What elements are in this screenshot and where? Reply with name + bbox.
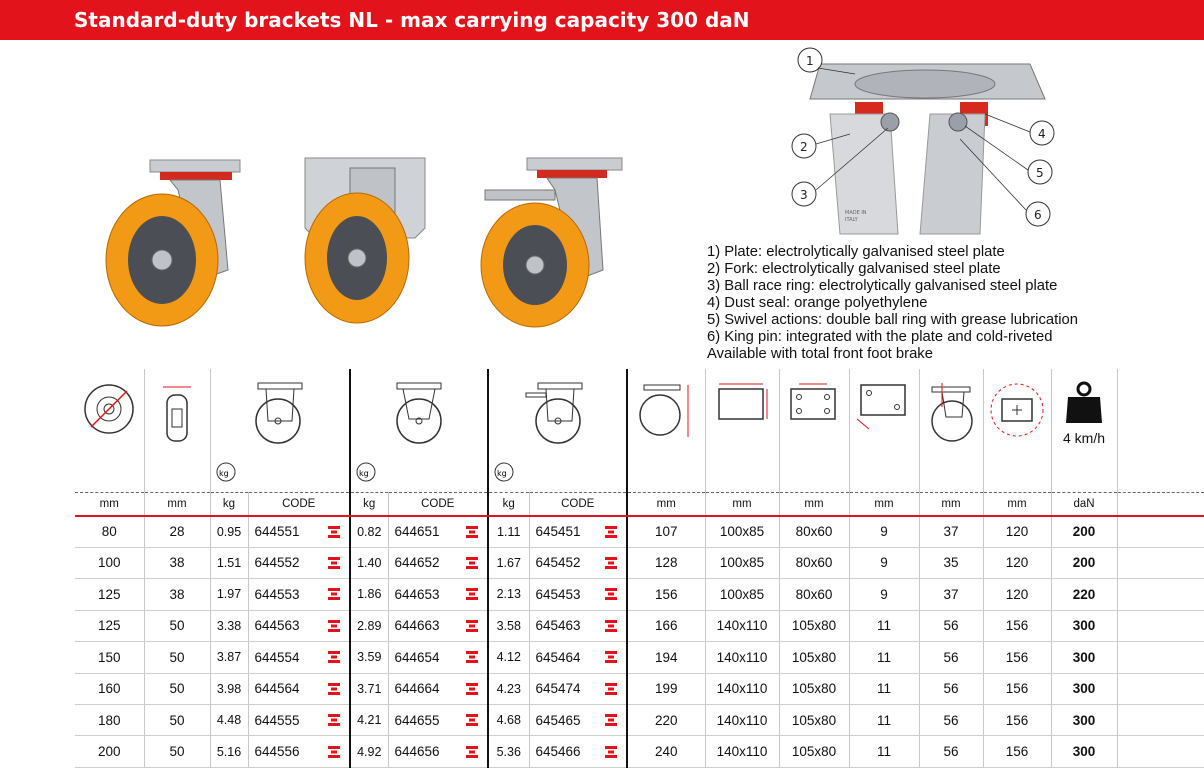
- weight-swivel-cell: 0.95: [210, 516, 248, 547]
- product-code: 644551: [254, 524, 300, 540]
- feature-list: [707, 244, 1187, 363]
- swivel-radius-cell: 120: [983, 579, 1051, 610]
- unit-height: mm: [627, 493, 705, 516]
- wheel-diameter-cell: 200: [75, 736, 144, 768]
- callout-4: 4: [1038, 127, 1046, 141]
- weight-brake-cell: 1.67: [488, 547, 529, 578]
- brake-symbol-icon: [327, 587, 341, 601]
- product-code: 644555: [254, 712, 300, 728]
- unit-kg-brake: kg: [488, 493, 529, 516]
- callout-5: 5: [1036, 166, 1044, 180]
- bolt-diameter-cell: 11: [849, 642, 919, 673]
- empty-header-cell: [1117, 369, 1204, 493]
- weight-swivel-cell: 1.97: [210, 579, 248, 610]
- unit-width: mm: [144, 493, 210, 516]
- unit-bolt: mm: [849, 493, 919, 516]
- fixed-caster-photo: [295, 138, 445, 328]
- code-brake-cell: [529, 610, 627, 641]
- product-code: 645452: [535, 555, 581, 571]
- code-fixed-cell: [388, 673, 488, 704]
- swivel-radius-cell: 120: [983, 516, 1051, 547]
- swivel-radius-cell: 156: [983, 673, 1051, 704]
- code-swivel-cell: [248, 736, 350, 768]
- product-code: 644663: [394, 618, 440, 634]
- overall-height-icon: [627, 369, 705, 493]
- brake-caster-header: [488, 369, 627, 493]
- plate-size-cell: 100x85: [705, 579, 779, 610]
- wheel-width-cell: 50: [144, 673, 210, 704]
- table-row: [75, 610, 1204, 641]
- product-code: 645451: [535, 524, 581, 540]
- product-code: 644655: [394, 712, 440, 728]
- weight-brake-cell: 4.12: [488, 642, 529, 673]
- wheel-width-cell: 50: [144, 705, 210, 736]
- hole-spacing-cell: 80x60: [779, 516, 849, 547]
- weight-brake-cell: 5.36: [488, 736, 529, 768]
- table-row: [75, 642, 1204, 673]
- stamp-line-2: ITALY: [845, 217, 858, 223]
- empty-cell: [1117, 736, 1204, 768]
- wheel-diameter-cell: 100: [75, 547, 144, 578]
- hole-spacing-cell: 105x80: [779, 736, 849, 768]
- hole-spacing-cell: 105x80: [779, 673, 849, 704]
- weight-fixed-cell: 4.21: [350, 705, 388, 736]
- brake-symbol-icon: [465, 682, 479, 696]
- code-swivel-cell: [248, 642, 350, 673]
- table-row: [75, 516, 1204, 547]
- wheel-diameter-cell: 150: [75, 642, 144, 673]
- feature-4: 4) Dust seal: orange polyethylene: [707, 295, 928, 311]
- swivel-offset-cell: 56: [919, 642, 983, 673]
- swivel-radius-cell: 156: [983, 705, 1051, 736]
- weight-fixed-cell: 1.86: [350, 579, 388, 610]
- brake-symbol-icon: [604, 650, 618, 664]
- overall-height-cell: 199: [627, 673, 705, 704]
- weight-fixed-cell: 3.71: [350, 673, 388, 704]
- overall-height-cell: 128: [627, 547, 705, 578]
- bolt-diameter-cell: 11: [849, 610, 919, 641]
- weight-fixed-cell: 3.59: [350, 642, 388, 673]
- table-row: [75, 673, 1204, 704]
- weight-swivel-cell: 5.16: [210, 736, 248, 768]
- bolt-hole-spacing-icon: [779, 369, 849, 493]
- wheel-width-cell: 50: [144, 610, 210, 641]
- code-fixed-cell: [388, 547, 488, 578]
- swivel-offset-cell: 56: [919, 705, 983, 736]
- bolt-diameter-cell: 9: [849, 547, 919, 578]
- bolt-diameter-cell: 9: [849, 579, 919, 610]
- unit-code-swivel: CODE: [248, 493, 350, 516]
- speed-label: 4 km/h: [1062, 430, 1105, 446]
- product-code: 644652: [394, 555, 440, 571]
- load-capacity-cell: 220: [1051, 579, 1117, 610]
- overall-height-cell: 194: [627, 642, 705, 673]
- code-swivel-cell: [248, 516, 350, 547]
- table-row: [75, 705, 1204, 736]
- code-brake-cell: [529, 579, 627, 610]
- swivel-radius-cell: 120: [983, 547, 1051, 578]
- feature-1: 1) Plate: electrolytically galvanised steel plate: [707, 244, 1005, 260]
- wheel-width-icon: [144, 369, 210, 493]
- brake-symbol-icon: [604, 745, 618, 759]
- load-capacity-cell: 300: [1051, 642, 1117, 673]
- plate-size-cell: 140x110: [705, 705, 779, 736]
- code-swivel-cell: [248, 579, 350, 610]
- plate-size-cell: 140x110: [705, 642, 779, 673]
- brake-symbol-icon: [465, 556, 479, 570]
- wheel-width-cell: 50: [144, 642, 210, 673]
- weight-swivel-cell: 3.38: [210, 610, 248, 641]
- feature-2: 2) Fork: electrolytically galvanised steel plate: [707, 261, 1001, 277]
- unit-kg-fixed: kg: [350, 493, 388, 516]
- brake-symbol-icon: [604, 587, 618, 601]
- swivel-offset-icon: [919, 369, 983, 493]
- wheel-diameter-cell: 125: [75, 579, 144, 610]
- callout-6: 6: [1034, 208, 1042, 222]
- empty-cell: [1117, 705, 1204, 736]
- swivel-offset-cell: 35: [919, 547, 983, 578]
- callout-1: 1: [806, 54, 814, 68]
- plate-size-cell: 100x85: [705, 516, 779, 547]
- callout-2: 2: [800, 140, 808, 154]
- plate-size-cell: 140x110: [705, 736, 779, 768]
- bolt-diameter-icon: [849, 369, 919, 493]
- product-code: 645465: [535, 712, 581, 728]
- brake-symbol-icon: [327, 745, 341, 759]
- unit-code-fixed: CODE: [388, 493, 488, 516]
- code-brake-cell: [529, 736, 627, 768]
- load-capacity-cell: 200: [1051, 516, 1117, 547]
- brake-symbol-icon: [327, 682, 341, 696]
- brake-symbol-icon: [465, 745, 479, 759]
- bolt-diameter-cell: 9: [849, 516, 919, 547]
- page-title: Standard-duty brackets NL - max carrying capacity 300 daN: [0, 0, 1204, 40]
- feature-6: 6) King pin: integrated with the plate and cold-riveted: [707, 329, 1053, 345]
- brake-symbol-icon: [327, 650, 341, 664]
- brake-caster-photo: [475, 150, 640, 330]
- bolt-diameter-cell: 11: [849, 673, 919, 704]
- weight-brake-cell: 4.23: [488, 673, 529, 704]
- code-fixed-cell: [388, 579, 488, 610]
- weight-brake-cell: 4.68: [488, 705, 529, 736]
- weight-kg-icon: [355, 460, 377, 482]
- product-code: 644552: [254, 555, 300, 571]
- weight-icon: [1064, 381, 1104, 425]
- table-row: [75, 579, 1204, 610]
- unit-radius: mm: [983, 493, 1051, 516]
- empty-cell: [1117, 642, 1204, 673]
- hole-spacing-cell: 80x60: [779, 547, 849, 578]
- overall-height-cell: 240: [627, 736, 705, 768]
- code-brake-cell: [529, 547, 627, 578]
- bolt-diameter-cell: 11: [849, 705, 919, 736]
- load-capacity-header: [1051, 369, 1117, 493]
- weight-brake-cell: 2.13: [488, 579, 529, 610]
- wheel-width-cell: 38: [144, 579, 210, 610]
- code-fixed-cell: [388, 736, 488, 768]
- hole-spacing-cell: 105x80: [779, 610, 849, 641]
- table-row: [75, 547, 1204, 578]
- product-code: 644554: [254, 649, 300, 665]
- spec-rows: [75, 516, 1204, 768]
- hole-spacing-cell: 105x80: [779, 642, 849, 673]
- wheel-diameter-icon: [75, 369, 144, 493]
- swivel-radius-icon: [983, 369, 1051, 493]
- product-code: 644564: [254, 681, 300, 697]
- load-capacity-cell: 200: [1051, 547, 1117, 578]
- swivel-offset-cell: 56: [919, 673, 983, 704]
- wheel-width-cell: 38: [144, 547, 210, 578]
- feature-3: 3) Ball race ring: electrolytically galvanised steel plate: [707, 278, 1058, 294]
- wheel-diameter-cell: 125: [75, 610, 144, 641]
- unit-holes: mm: [779, 493, 849, 516]
- code-fixed-cell: [388, 642, 488, 673]
- swivel-offset-cell: 56: [919, 736, 983, 768]
- brake-symbol-icon: [604, 682, 618, 696]
- brake-symbol-icon: [327, 556, 341, 570]
- wheel-diameter-cell: 160: [75, 673, 144, 704]
- kg-badge-label: kg: [359, 469, 369, 479]
- product-code: 645464: [535, 649, 581, 665]
- empty-cell: [1117, 547, 1204, 578]
- product-code: 644563: [254, 618, 300, 634]
- code-swivel-cell: [248, 673, 350, 704]
- code-brake-cell: [529, 516, 627, 547]
- swivel-offset-cell: 37: [919, 516, 983, 547]
- code-fixed-cell: [388, 516, 488, 547]
- weight-kg-icon: [493, 460, 515, 482]
- empty-cell: [1117, 673, 1204, 704]
- icon-header-row: [75, 369, 1204, 493]
- unit-code-brake: CODE: [529, 493, 627, 516]
- product-code: 644553: [254, 586, 300, 602]
- spec-table: [75, 369, 1204, 768]
- plate-size-cell: 140x110: [705, 673, 779, 704]
- product-code: 645474: [535, 681, 581, 697]
- wheel-diameter-cell: 80: [75, 516, 144, 547]
- brake-symbol-icon: [327, 619, 341, 633]
- product-code: 645463: [535, 618, 581, 634]
- brake-symbol-icon: [604, 556, 618, 570]
- weight-swivel-cell: 3.98: [210, 673, 248, 704]
- kg-badge-label: kg: [497, 469, 507, 479]
- plate-size-cell: 140x110: [705, 610, 779, 641]
- table-row: [75, 736, 1204, 768]
- plate-size-cell: 100x85: [705, 547, 779, 578]
- code-swivel-cell: [248, 705, 350, 736]
- weight-fixed-cell: 2.89: [350, 610, 388, 641]
- empty-cell: [1117, 579, 1204, 610]
- product-code: 644656: [394, 744, 440, 760]
- kg-badge-label: kg: [218, 469, 229, 479]
- brake-symbol-icon: [604, 713, 618, 727]
- product-code: 644556: [254, 744, 300, 760]
- product-code: 645466: [535, 744, 581, 760]
- code-brake-cell: [529, 705, 627, 736]
- brake-symbol-icon: [465, 713, 479, 727]
- unit-load: daN: [1051, 493, 1117, 516]
- product-code: 644654: [394, 649, 440, 665]
- weight-swivel-cell: 1.51: [210, 547, 248, 578]
- wheel-width-cell: 28: [144, 516, 210, 547]
- brake-symbol-icon: [327, 713, 341, 727]
- product-code: 644664: [394, 681, 440, 697]
- wheel-width-cell: 50: [144, 736, 210, 768]
- stamp-line-1: MADE IN: [845, 210, 867, 216]
- weight-swivel-cell: 3.87: [210, 642, 248, 673]
- swivel-offset-cell: 56: [919, 610, 983, 641]
- weight-fixed-cell: 0.82: [350, 516, 388, 547]
- code-swivel-cell: [248, 547, 350, 578]
- swivel-radius-cell: 156: [983, 642, 1051, 673]
- hole-spacing-cell: 80x60: [779, 579, 849, 610]
- weight-swivel-cell: 4.48: [210, 705, 248, 736]
- product-code: 644651: [394, 524, 440, 540]
- overall-height-cell: 220: [627, 705, 705, 736]
- unit-diameter: mm: [75, 493, 144, 516]
- unit-plate: mm: [705, 493, 779, 516]
- empty-cell: [1117, 516, 1204, 547]
- weight-fixed-cell: 4.92: [350, 736, 388, 768]
- code-fixed-cell: [388, 610, 488, 641]
- swivel-caster-header: [210, 369, 350, 493]
- empty-cell: [1117, 610, 1204, 641]
- overall-height-cell: 166: [627, 610, 705, 641]
- weight-brake-cell: 3.58: [488, 610, 529, 641]
- product-code: 644653: [394, 586, 440, 602]
- unit-kg-swivel: kg: [210, 493, 248, 516]
- plate-size-icon: [705, 369, 779, 493]
- overall-height-cell: 107: [627, 516, 705, 547]
- load-capacity-cell: 300: [1051, 610, 1117, 641]
- product-code: 645453: [535, 586, 581, 602]
- units-row: [75, 493, 1204, 516]
- feature-5: 5) Swivel actions: double ball ring with grease lubrication: [707, 312, 1078, 328]
- unit-empty: [1117, 493, 1204, 516]
- component-diagram: [780, 44, 1080, 244]
- fixed-caster-header: [350, 369, 488, 493]
- load-capacity-cell: 300: [1051, 736, 1117, 768]
- brake-symbol-icon: [465, 619, 479, 633]
- code-brake-cell: [529, 673, 627, 704]
- code-fixed-cell: [388, 705, 488, 736]
- brake-symbol-icon: [465, 650, 479, 664]
- feature-brake-note: Available with total front foot brake: [707, 346, 933, 362]
- unit-offset: mm: [919, 493, 983, 516]
- brake-symbol-icon: [604, 619, 618, 633]
- product-photos: [80, 130, 640, 340]
- swivel-radius-cell: 156: [983, 736, 1051, 768]
- weight-kg-icon: [215, 460, 237, 482]
- hole-spacing-cell: 105x80: [779, 705, 849, 736]
- callout-3: 3: [800, 188, 808, 202]
- swivel-offset-cell: 37: [919, 579, 983, 610]
- brake-symbol-icon: [465, 587, 479, 601]
- load-capacity-cell: 300: [1051, 705, 1117, 736]
- weight-fixed-cell: 1.40: [350, 547, 388, 578]
- brake-symbol-icon: [465, 525, 479, 539]
- wheel-diameter-cell: 180: [75, 705, 144, 736]
- weight-brake-cell: 1.11: [488, 516, 529, 547]
- load-capacity-cell: 300: [1051, 673, 1117, 704]
- overall-height-cell: 156: [627, 579, 705, 610]
- code-swivel-cell: [248, 610, 350, 641]
- code-brake-cell: [529, 642, 627, 673]
- swivel-radius-cell: 156: [983, 610, 1051, 641]
- swivel-caster-photo: [100, 150, 270, 330]
- brake-symbol-icon: [327, 525, 341, 539]
- bolt-diameter-cell: 11: [849, 736, 919, 768]
- brake-symbol-icon: [604, 525, 618, 539]
